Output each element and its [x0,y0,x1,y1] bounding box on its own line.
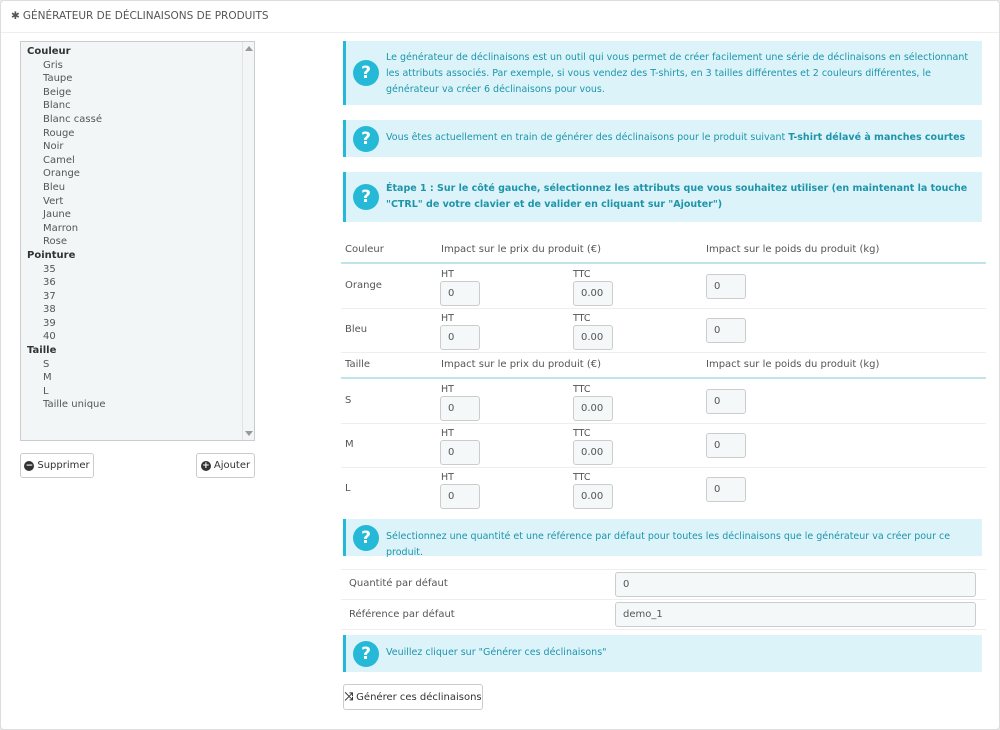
weight-input[interactable]: 0 [706,389,746,414]
impact-group-header: Couleur [345,244,384,255]
attribute-option[interactable]: M [43,372,52,384]
panel-heading [1,1,999,33]
optgroup-label: Taille [27,345,57,357]
price-ttc-input[interactable]: 0.00 [573,396,613,421]
attribute-value-label: Bleu [345,324,368,335]
attribute-option[interactable]: 39 [43,317,56,329]
attribute-option[interactable]: Bleu [43,181,66,193]
default-quantity-label: Quantité par défaut [349,578,448,589]
defaults-alert [343,519,982,556]
ht-label: HT [441,313,454,324]
attribute-option[interactable]: 37 [43,290,56,302]
attribute-option[interactable]: Blanc cassé [43,113,102,125]
weight-input[interactable]: 0 [706,318,746,343]
attribute-option[interactable]: Rouge [43,127,75,139]
price-impact-header: Impact sur le prix du produit (€) [441,244,601,255]
plus-circle-icon: + [202,460,210,471]
optgroup-label: Pointure [27,249,76,261]
attribute-value-label: M [345,439,354,450]
weight-impact-header: Impact sur le poids du produit (kg) [706,244,880,255]
price-ht-input[interactable]: 0 [440,396,480,421]
defaults-text: Sélectionnez une quantité et une référence par défaut pour toutes les déclinaisons que le générateur va créer pour ce produit. [386,531,951,558]
ttc-label: TTC [573,472,591,483]
attribute-option[interactable]: Marron [43,222,79,234]
attribute-option[interactable]: Taupe [43,73,73,85]
add-button-label: Ajouter [213,460,251,471]
ht-label: HT [441,384,454,395]
impact-row-divider [341,352,986,353]
impact-group-header: Taille [345,359,371,370]
default-reference-input[interactable]: demo_1 [615,602,976,627]
attribute-option[interactable]: Blanc [43,100,71,112]
question-icon: ? [353,60,379,86]
attribute-option[interactable]: 35 [43,263,56,275]
question-icon: ? [353,184,379,210]
optgroup-label: Couleur [27,46,71,57]
default-reference-label: Référence par défaut [349,609,455,620]
ttc-label: TTC [573,313,591,324]
product-name: T-shirt délavé à manches courtes [788,132,966,143]
attributes-listbox[interactable] [20,41,255,441]
asterisk-icon: ✱ [11,10,20,22]
shuffle-icon: ⤨ [344,690,354,703]
ht-label: HT [441,472,454,483]
intro-text: Le générateur de déclinaisons est un outil qui vous permet de créer facilement une série de déclinaisons en sélectionnant les attributs associés. Par exemple, si vous vendez des T-shirts, en 3 tailles différentes et 2 couleurs différentes, le générateur va créer 6 déclinaisons pour vous. [386,52,969,95]
attribute-option[interactable]: Vert [43,195,64,207]
impact-header-divider [341,262,986,264]
step1-alert [343,172,982,222]
weight-impact-header: Impact sur le poids du produit (kg) [706,359,880,370]
attribute-value-label: L [345,483,351,494]
defaults-divider-top [341,569,986,570]
price-ht-input[interactable]: 0 [440,440,480,465]
scroll-down-arrow-icon[interactable] [245,431,253,436]
attribute-value-label: S [345,395,352,406]
price-ht-input[interactable]: 0 [440,281,480,306]
impact-header-divider [341,377,986,379]
attribute-option[interactable]: L [43,385,49,397]
impact-row-divider [341,308,986,309]
ttc-label: TTC [573,269,591,280]
ht-label: HT [441,428,454,439]
attribute-option[interactable]: Noir [43,141,64,153]
attribute-option[interactable]: S [43,358,50,370]
generate-button-label: Générer ces déclinaisons [356,691,482,703]
weight-input[interactable]: 0 [706,274,746,299]
product-prefix: Vous êtes actuellement en train de générer des déclinaisons pour le produit suivant [386,132,786,143]
ttc-label: TTC [573,384,591,395]
price-ttc-input[interactable]: 0.00 [573,325,613,350]
click-text: Veuillez cliquer sur "Générer ces déclinaisons" [386,647,607,658]
product-alert [343,120,982,157]
ttc-label: TTC [573,428,591,439]
defaults-divider-mid [341,599,986,600]
intro-alert [343,41,982,105]
defaults-divider-bottom [341,629,986,630]
minus-circle-icon: − [25,460,34,471]
attribute-option[interactable]: Taille unique [43,399,106,411]
attributes-list [21,45,243,412]
attribute-option[interactable]: Rose [43,236,67,248]
question-icon: ? [353,126,379,152]
price-ttc-input[interactable]: 0.00 [573,440,613,465]
attribute-option[interactable]: 38 [43,304,56,316]
attribute-option[interactable]: Beige [43,86,72,98]
question-icon: ? [353,525,379,551]
price-ttc-input[interactable]: 0.00 [573,484,613,509]
attribute-value-label: Orange [345,280,382,291]
price-ht-input[interactable]: 0 [440,484,480,509]
impact-row-divider [341,423,986,424]
ht-label: HT [441,269,454,280]
delete-button[interactable] [20,453,94,478]
attribute-option[interactable]: Gris [43,59,63,71]
price-ht-input[interactable]: 0 [440,325,480,350]
generate-button[interactable] [343,684,483,710]
weight-input[interactable]: 0 [706,477,746,502]
attribute-option[interactable]: 36 [43,277,56,289]
scroll-up-arrow-icon[interactable] [245,46,253,51]
default-quantity-input[interactable]: 0 [615,572,976,597]
attribute-option[interactable]: 40 [43,331,56,343]
step1-text: Étape 1 : Sur le côté gauche, sélectionnez les attributs que vous souhaitez utiliser (en maintenant la touche "CTRL" de votre clavier et de valider en cliquant sur "Ajouter") [386,183,968,210]
delete-button-label: Supprimer [37,460,90,471]
attribute-option[interactable]: Jaune [43,209,71,221]
question-icon: ? [353,641,379,667]
add-button[interactable] [196,453,255,478]
panel-title: GÉNÉRATEUR DE DÉCLINAISONS DE PRODUITS [22,10,269,22]
weight-input[interactable]: 0 [706,433,746,458]
price-impact-header: Impact sur le prix du produit (€) [441,359,601,370]
attribute-option[interactable]: Orange [43,168,80,180]
attribute-option[interactable]: Camel [43,154,75,166]
price-ttc-input[interactable]: 0.00 [573,281,613,306]
impact-row-divider [341,467,986,468]
listbox-scrollbar[interactable] [242,42,254,440]
click-alert [343,635,982,672]
